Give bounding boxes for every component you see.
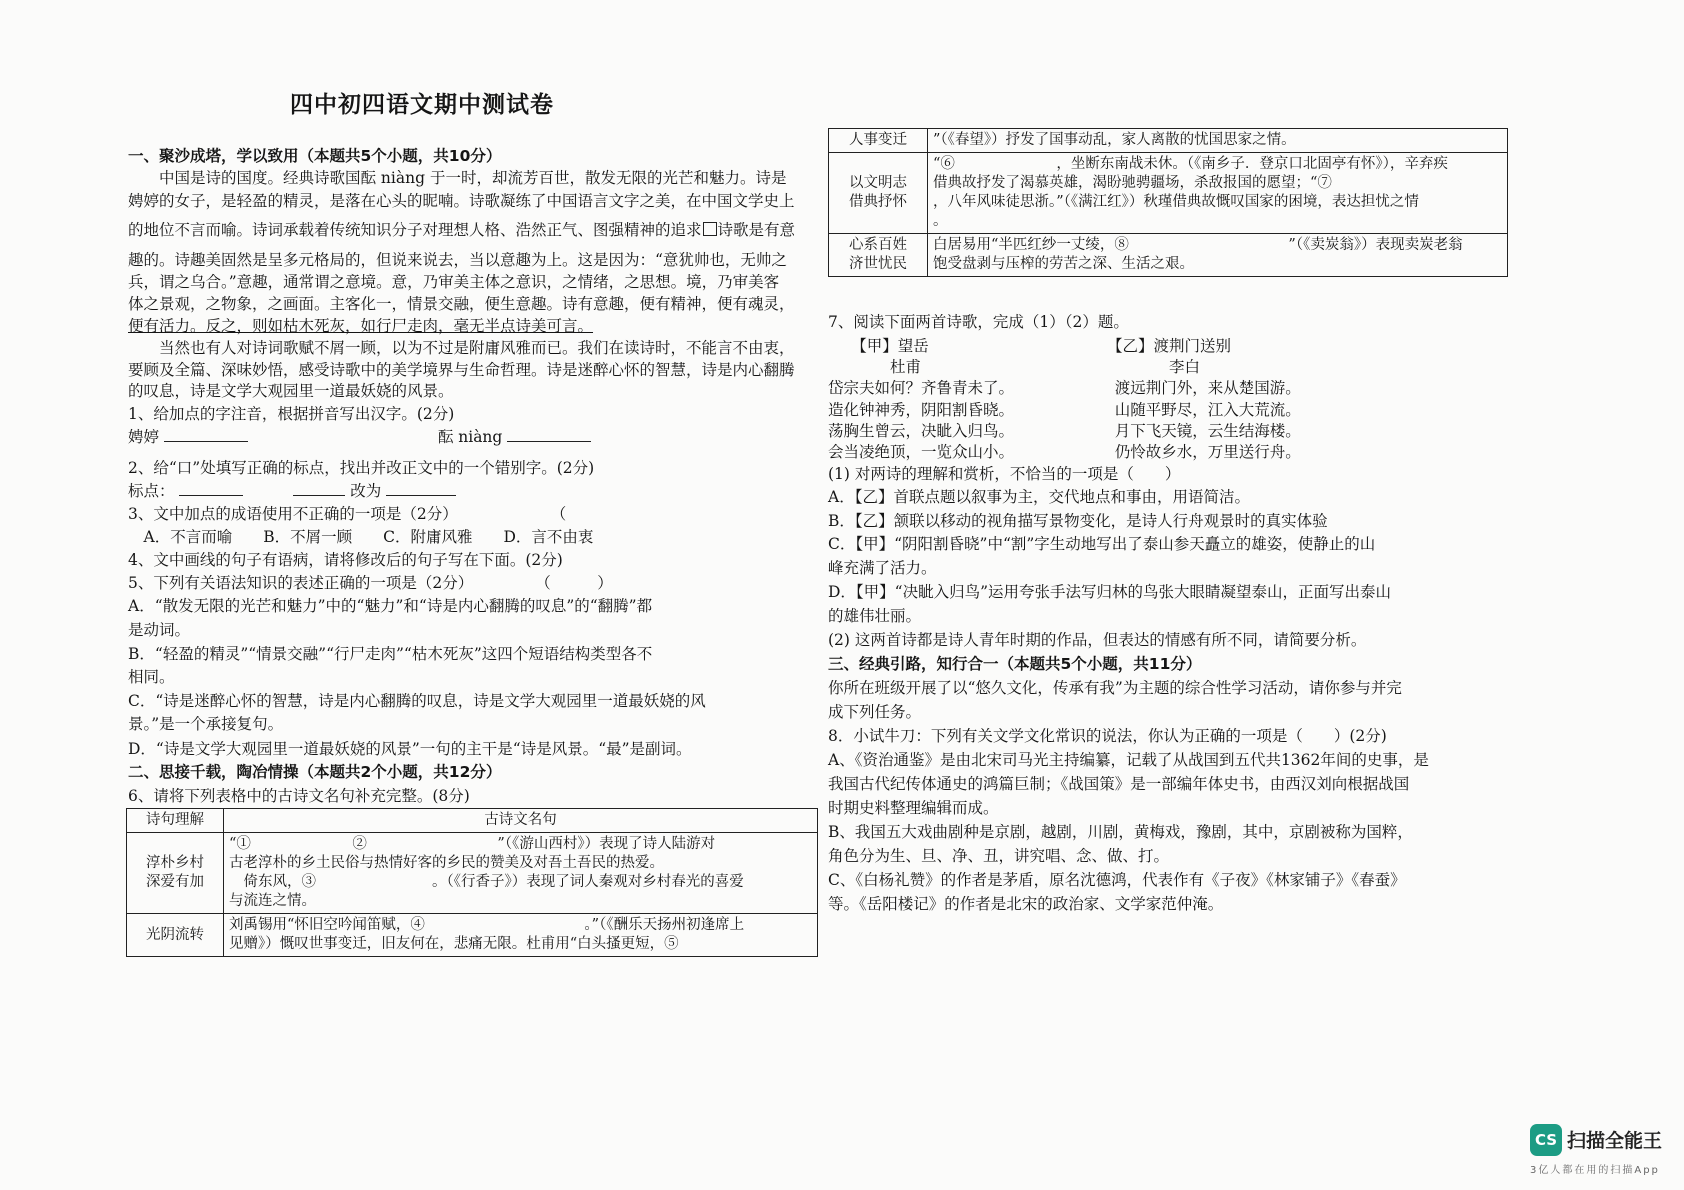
question-7-option-d: D．【甲】“决眦入归鸟”运用夸张手法写归林的鸟张大眼睛凝望泰山，正面写出泰山 (828, 583, 1392, 601)
row-label: 淳朴乡村 深爱有加 (127, 833, 224, 914)
table-header: 诗句理解 (127, 809, 224, 833)
question-7-1: (1) 对两诗的理解和赏析，不恰当的一项是（ ） (828, 465, 1181, 483)
question-5-option-c: C．“诗是迷醉心怀的智慧，诗是内心翻腾的叹息，诗是文学大观园里一道最妖娆的风 (128, 692, 706, 710)
quote-table-left (126, 808, 818, 957)
question-7: 7、阅读下面两首诗歌，完成（1）（2）题。 (828, 313, 1129, 331)
row-label: 心系百姓 济世忧民 (829, 234, 928, 277)
fill-in-line[interactable]: 借典故抒发了渴慕英雄，渴盼驰骋疆场，杀敌报国的愿望；“⑦ (933, 175, 1448, 191)
question-2: 2、给“口”处填写正确的标点，找出并改正文中的一个错别字。(2分) (128, 459, 595, 477)
row-content (224, 914, 818, 957)
section-3-heading: 三、经典引路，知行合一（本题共5个小题，共11分） (828, 655, 1202, 673)
table-row (829, 234, 1508, 277)
question-7-option-a: A．【乙】首联点题以叙事为主，交代地点和事由，用语简洁。 (828, 488, 1250, 506)
question-7-option-d: 的雄伟壮丽。 (828, 607, 922, 625)
table-row (127, 833, 818, 914)
question-8-option-b: B、我国五大戏曲剧种是京剧，越剧，川剧，黄梅戏，豫剧，其中，京剧被称为国粹， (828, 823, 1413, 841)
question-1-answers (128, 427, 591, 447)
section-2-heading: 二、思接千载，陶冶情操（本题共2个小题，共12分） (128, 763, 502, 781)
question-8: 8．小试牛刀：下列有关文学文化常识的说法，你认为正确的一项是（ ）(2分) (828, 727, 1387, 745)
q1-word: 酝 niàng (437, 428, 503, 446)
poem-line: 岱宗夫如何？齐鲁青未了。 渡远荆门外，来从楚国游。 (828, 379, 1301, 397)
question-5-option-a: 是动词。 (128, 621, 191, 639)
passage-line: 趣的。诗趣美固然是呈多元格局的，但说来说去，当以意趣为上。这是因为：“意犹帅也，无帅之 (128, 251, 787, 269)
table-row (829, 129, 1508, 153)
q1-word: 娉婷 (128, 428, 160, 446)
table-row (127, 914, 818, 957)
question-5: 5、下列有关语法知识的表述正确的一项是（2分） （ ） (128, 574, 613, 592)
question-3-options: A．不言而喻 B．不屑一顾 C．附庸风雅 D．言不由衷 (128, 528, 594, 546)
poem-titles: 【甲】望岳 【乙】渡荆门送别 (828, 337, 1232, 355)
camscanner-logo-icon: CS (1530, 1124, 1562, 1156)
q2-wrong-char-blank[interactable] (293, 481, 345, 496)
section-3-intro: 你所在班级开展了以“悠久文化，传承有我”为主题的综合性学习活动，请你参与并完 (828, 679, 1402, 697)
q1-answer-blank-2[interactable] (507, 427, 591, 442)
question-5-option-b: B．“轻盈的精灵”“情景交融”“行尸走肉”“枯木死灰”这四个短语结构类型各不 (128, 645, 653, 663)
fill-in-line: 古老淳朴的乡土民俗与热情好客的乡民的赞美及对吾土吾民的热爱。 (229, 855, 664, 871)
question-7-option-b: B．【乙】颔联以移动的视角描写景物变化，是诗人行舟观景时的真实体验 (828, 512, 1328, 530)
fill-in-line: 饱受盘剥与压榨的劳苦之深、生活之艰。 (933, 256, 1194, 272)
poem-line: 造化钟神秀，阴阳割昏晓。 山随平野尽，江入大荒流。 (828, 401, 1301, 419)
passage-line: 兵，谓之乌合。”意趣，通常谓之意境。意，乃审美主体之意识，之情绪，之思想。境，乃审美客 (128, 273, 780, 291)
fill-in-line: ，八年风味徒思浙。”（《满江红》）秋瑾借典故慨叹国家的困境，表达担忧之情 (933, 194, 1419, 210)
row-content (928, 153, 1508, 234)
passage-line: 的叹息，诗是文学大观园里一道最妖娆的风景。 (128, 382, 454, 400)
fill-in-line: 与流连之情。 (229, 893, 316, 909)
q2-correction-blank[interactable] (386, 481, 456, 496)
passage-line: 要顾及全篇、深味妙悟，感受诗歌中的美学境界与生命哲理。诗是迷醉心怀的智慧，诗是内心翻腾 (128, 361, 795, 379)
page-title: 四中初四语文期中测试卷 (290, 92, 554, 118)
question-6: 6、请将下列表格中的古诗文名句补充完整。(8分) (128, 787, 470, 805)
question-7-2: (2) 这两首诗都是诗人青年时期的作品，但表达的情感有所不同，请简要分析。 (828, 631, 1367, 649)
watermark-tagline: 3亿人都在用的扫描App (1530, 1165, 1660, 1176)
row-content (928, 234, 1508, 277)
table-header-row (127, 809, 818, 833)
q2-label: 改为 (350, 482, 382, 500)
passage-line: 便有活力。反之，则如枯木死灰，如行尸走肉，毫无半点诗美可言。 (128, 317, 594, 335)
passage-text: 诗歌是有意 (717, 221, 796, 239)
question-8-option-a: 时期史料整理编辑而成。 (828, 799, 999, 817)
row-label: 人事变迁 (829, 129, 928, 153)
punctuation-box[interactable] (703, 222, 717, 236)
q2-label: 标点： (128, 482, 175, 500)
fill-in-line[interactable]: “⑥ ，坐断东南战未休。（《南乡子．登京口北固亭有怀》），辛弃疾 (933, 156, 1448, 172)
question-5-option-b: 相同。 (128, 668, 175, 686)
poem-authors: 杜甫 李白 (828, 358, 1201, 376)
question-8-option-c: 等。《岳阳楼记》的作者是北宋的政治家、文学家范仲淹。 (828, 895, 1224, 913)
question-5-option-d: D．“诗是文学大观园里一道最妖娆的风景”一句的主干是“诗是风景。“最”是副词。 (128, 740, 692, 758)
fill-in-line[interactable]: 倚东风，③ 。（《行香子》）表现了词人秦观对乡村春光的喜爱 (229, 874, 744, 890)
row-label: 以文明志 借典抒怀 (829, 153, 928, 234)
question-4: 4、文中画线的句子有语病，请将修改后的句子写在下面。(2分) (128, 551, 563, 569)
section-3-intro: 成下列任务。 (828, 703, 922, 721)
question-5-option-c: 景。”是一个承接复句。 (128, 715, 284, 733)
question-8-option-b: 角色分为生、旦、净、丑，讲究唱、念、做、打。 (828, 847, 1170, 865)
table-header: 古诗文名句 (224, 809, 818, 833)
fill-in-line: 。 (933, 213, 948, 229)
question-5-option-a: A．“散发无限的光芒和魅力”中的“魅力”和“诗是内心翻腾的叹息”的“翻腾”都 (128, 597, 653, 615)
fill-in-line[interactable]: 见赠》）慨叹世事变迁，旧友何在，悲痛无限。杜甫用“白头搔更短，⑤ (229, 936, 752, 952)
question-1: 1、给加点的字注音，根据拼音写出汉字。(2分) (128, 405, 455, 423)
fill-in-line: ”（《春望》）抒发了国事动乱，家人离散的忧国思家之情。 (933, 132, 1296, 148)
watermark-name: 扫描全能王 (1567, 1130, 1663, 1152)
fill-in-line[interactable]: 白居易用“半匹红纱一丈绫，⑧ ”（《卖炭翁》）表现卖炭老翁 (933, 237, 1463, 253)
row-content (928, 129, 1508, 153)
quote-table-right (828, 128, 1508, 277)
fill-in-line[interactable]: 刘禹锡用“怀旧空吟闻笛赋，④ 。”（《酬乐天扬州初逢席上 (229, 917, 745, 933)
poem-line: 荡胸生曾云，决眦入归鸟。 月下飞天镜，云生结海楼。 (828, 422, 1301, 440)
question-8-option-c: C、《白杨礼赞》的作者是茅盾，原名沈德鸿，代表作有《子夜》《林家铺子》《春蚕》 (828, 871, 1406, 889)
section-1-heading: 一、聚沙成塔，学以致用（本题共5个小题，共10分） (128, 147, 502, 165)
question-7-option-c: C．【甲】“阴阳割昏晓”中“割”字生动地写出了泰山参天矗立的雄姿，使静止的山 (828, 535, 1376, 553)
q2-punctuation-blank[interactable] (179, 481, 243, 496)
poem-line: 会当凌绝顶，一览众山小。 仍怜故乡水，万里送行舟。 (828, 443, 1301, 461)
passage-line: 中国是诗的国度。经典诗歌国酝 niàng 于一时，却流芳百世，散发无限的光芒和魅力。诗是 (128, 169, 787, 187)
question-3: 3、文中加点的成语使用不正确的一项是（2分） （ (128, 505, 567, 523)
question-8-option-a: 我国古代纪传体通史的鸿篇巨制；《战国策》是一部编年体史书，由西汉刘向根据战国 (828, 775, 1410, 793)
row-label: 光阴流转 (127, 914, 224, 957)
table-row (829, 153, 1508, 234)
passage-line: 娉婷的女子，是轻盈的精灵，是落在心头的昵喃。诗歌凝练了中国语言文字之美，在中国文学史上 (128, 192, 795, 210)
question-8-option-a: A、《资治通鉴》是由北宋司马光主持编纂，记载了从战国到五代共1362年间的史事，是 (828, 751, 1429, 769)
passage-line: 当然也有人对诗词歌赋不屑一顾，以为不过是附庸风雅而已。我们在读诗时，不能言不由衷， (128, 339, 795, 357)
passage-line (128, 220, 795, 240)
passage-line: 体之景观，之物象，之画面。主客化一，情景交融，便生意趣。诗有意趣，便有精神，便有魂灵， (128, 295, 795, 313)
q1-answer-blank-1[interactable] (164, 427, 248, 442)
question-7-option-c: 峰充满了活力。 (828, 559, 937, 577)
passage-text: 的地位不言而喻。诗词承载着传统知识分子对理想人格、浩然正气、图强精神的追求 (128, 221, 702, 239)
row-content (224, 833, 818, 914)
fill-in-line[interactable]: “① ② ”（《游山西村》）表现了诗人陆游对 (229, 836, 716, 852)
question-2-answers (128, 481, 456, 501)
